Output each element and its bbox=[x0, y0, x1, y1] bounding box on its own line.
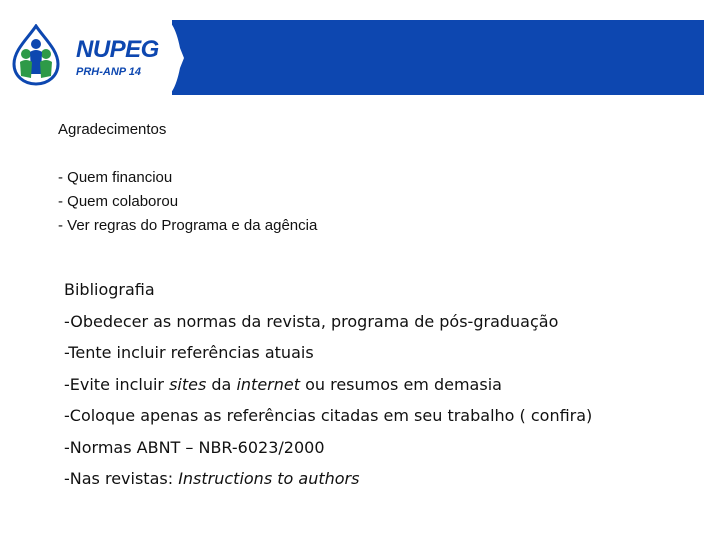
bibliography-item: -Tente incluir referências atuais bbox=[64, 343, 314, 362]
bibliography-item: -Normas ABNT – NBR-6023/2000 bbox=[64, 437, 325, 457]
bibliography-item bbox=[64, 463, 592, 495]
logo-subtext: PRH-ANP 14 bbox=[76, 66, 141, 78]
bibliography-section bbox=[64, 274, 592, 495]
bibliography-item bbox=[64, 369, 592, 401]
acknowledgements-item: - Quem financiou bbox=[58, 169, 173, 186]
bibliography-item-text: da bbox=[206, 374, 237, 394]
bibliography-item-text: -Evite incluir bbox=[64, 374, 170, 394]
logo-wordmark bbox=[62, 18, 192, 98]
acknowledgements-item: - Quem colaborou bbox=[58, 193, 179, 210]
acknowledgements-item: - Ver regras do Programa e da agência bbox=[58, 217, 318, 234]
header-blue-bar bbox=[172, 20, 704, 95]
acknowledgements-heading: Agradecimentos bbox=[58, 121, 167, 138]
bibliography-item-text: -Nas revistas: bbox=[64, 469, 179, 488]
bibliography-item-emphasis: internet bbox=[236, 374, 300, 394]
logo-text: NUPEG bbox=[76, 36, 159, 63]
water-drop-people-logo-icon bbox=[10, 24, 62, 86]
bibliography-item: -Coloque apenas as referências citadas em seu trabalho ( confira) bbox=[64, 406, 593, 425]
bibliography-item-emphasis: sites bbox=[169, 374, 207, 394]
bibliography-item-text: ou resumos em demasia bbox=[300, 374, 502, 394]
header bbox=[0, 0, 720, 110]
bibliography-heading: Bibliografia bbox=[64, 280, 155, 299]
acknowledgements-section bbox=[58, 118, 317, 238]
bibliography-item: -Obedecer as normas da revista, programa de pós-graduação bbox=[64, 311, 559, 331]
bibliography-item-emphasis: Instructions to authors bbox=[178, 469, 360, 488]
